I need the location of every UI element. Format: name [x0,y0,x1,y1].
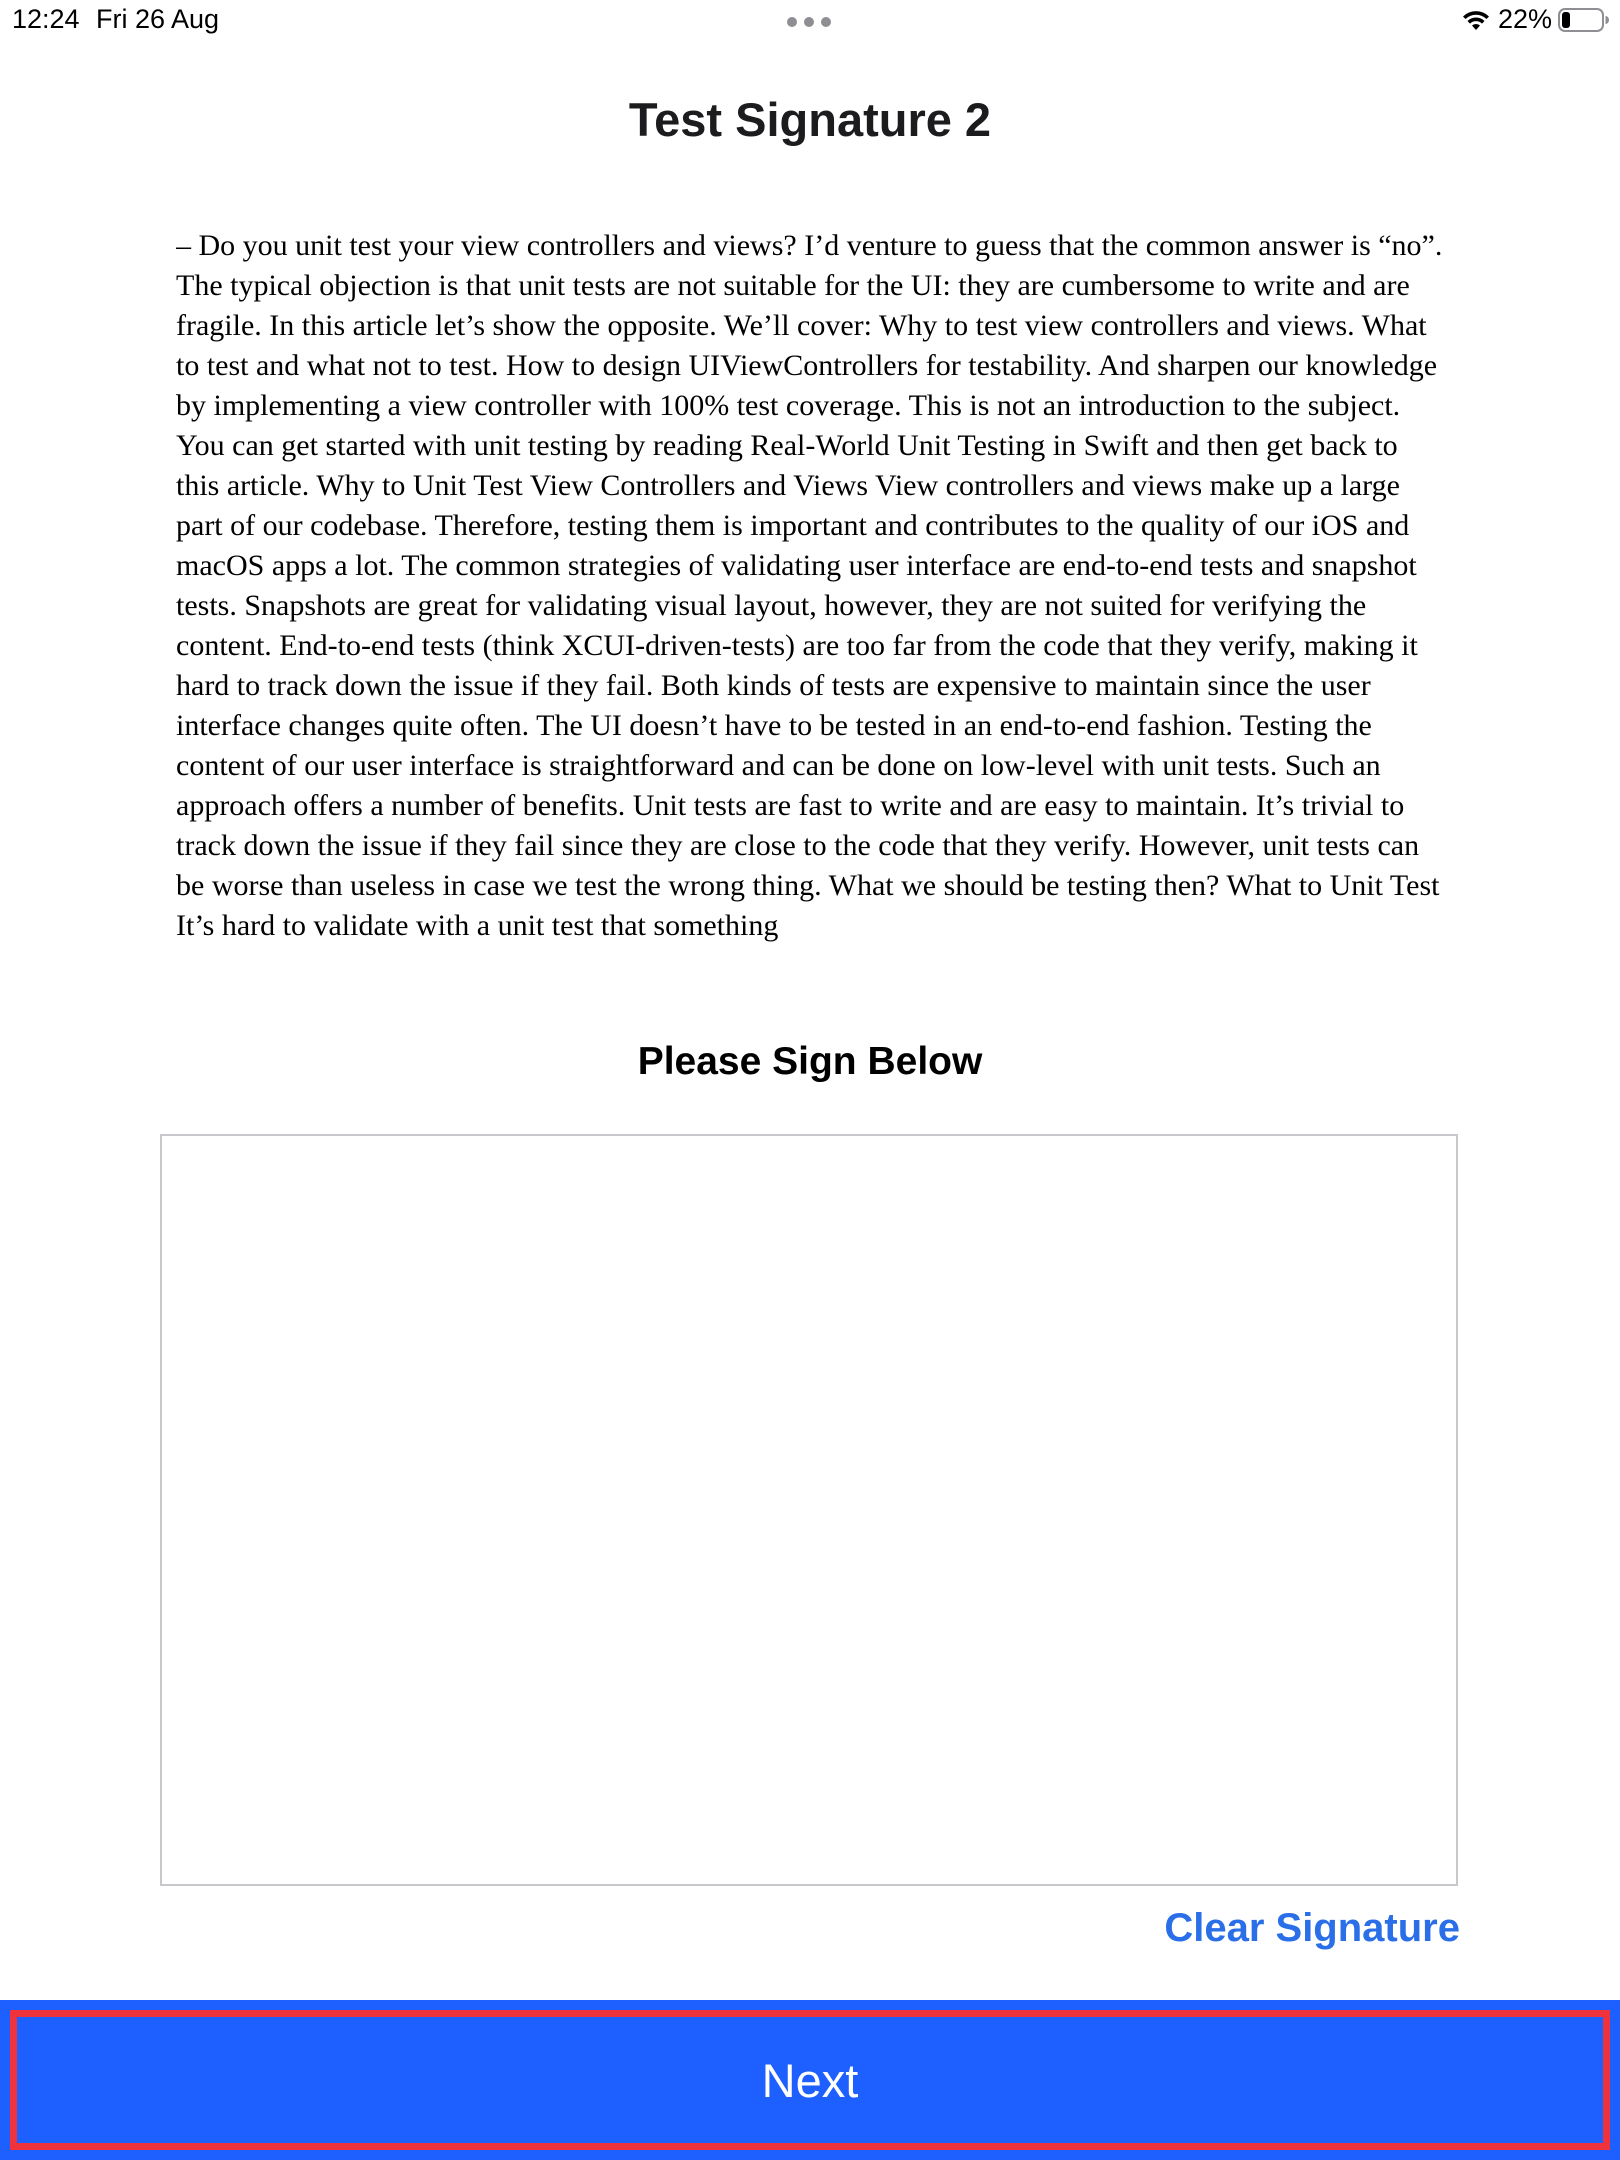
status-date: Fri 26 Aug [96,4,220,34]
status-indicators [1460,4,1610,35]
battery-percent: 22% [1497,4,1552,34]
clear-signature-button[interactable]: Clear Signature [1164,1906,1460,1950]
status-time: 12:24 [12,4,80,34]
battery-icon [1558,7,1610,33]
sign-heading: Please Sign Below [637,1040,983,1083]
footer-bar [0,2000,1620,2160]
wifi-icon [1460,8,1492,32]
status-bar [0,0,1620,44]
multitasking-dots-icon[interactable] [787,17,831,27]
document-text-view[interactable] [176,226,1446,990]
next-button[interactable]: Next [10,2010,1610,2150]
page-title: Test Signature 2 [628,93,992,146]
signature-pad[interactable] [160,1134,1458,1886]
document-body-text: – Do you unit test your view controllers and views? I’d venture to guess that the common answer is “no”. The typical objection is that unit tests are not suitable for the UI: they are cumbersome to write and are fragile. In this article let’s show the opposite. We’ll cover: Why to test view controllers and views. What to test and what not to test. How to design UIViewControllers for testability. And sharpen our knowledge by implementing a view controller with 100% test coverage. This is not an introduction to the subject. You can get started with unit testing by reading Real-World Unit Testing in Swift and then get back to this article. Why to Unit Test View Controllers and Views View controllers and views make up a large part of our codebase. Therefore, testing them is important and contributes to the quality of our iOS and macOS apps a lot. The common strategies of validating user interface are end-to-end tests and snapshot tests. Snapshots are great for validating visual layout, however, they are not suited for verifying the content. End-to-end tests (think XCUI-driven-tests) are too far from the code that they verify, making it hard to track down the issue if they fail. Both kinds of tests are expensive to maintain since the user interface changes quite often. The UI doesn’t have to be tested in an end-to-end fashion. Testing the content of our user interface is straightforward and can be done on low-level with unit tests. Such an approach offers a number of benefits. Unit tests are fast to write and are easy to maintain. It’s trivial to track down the issue if they fail since they are close to the code that they verify. However, unit tests can be worse than useless in case we test the wrong thing. What we should be testing then? What to Unit Test It’s hard to validate with a unit test that something [176,229,1443,942]
